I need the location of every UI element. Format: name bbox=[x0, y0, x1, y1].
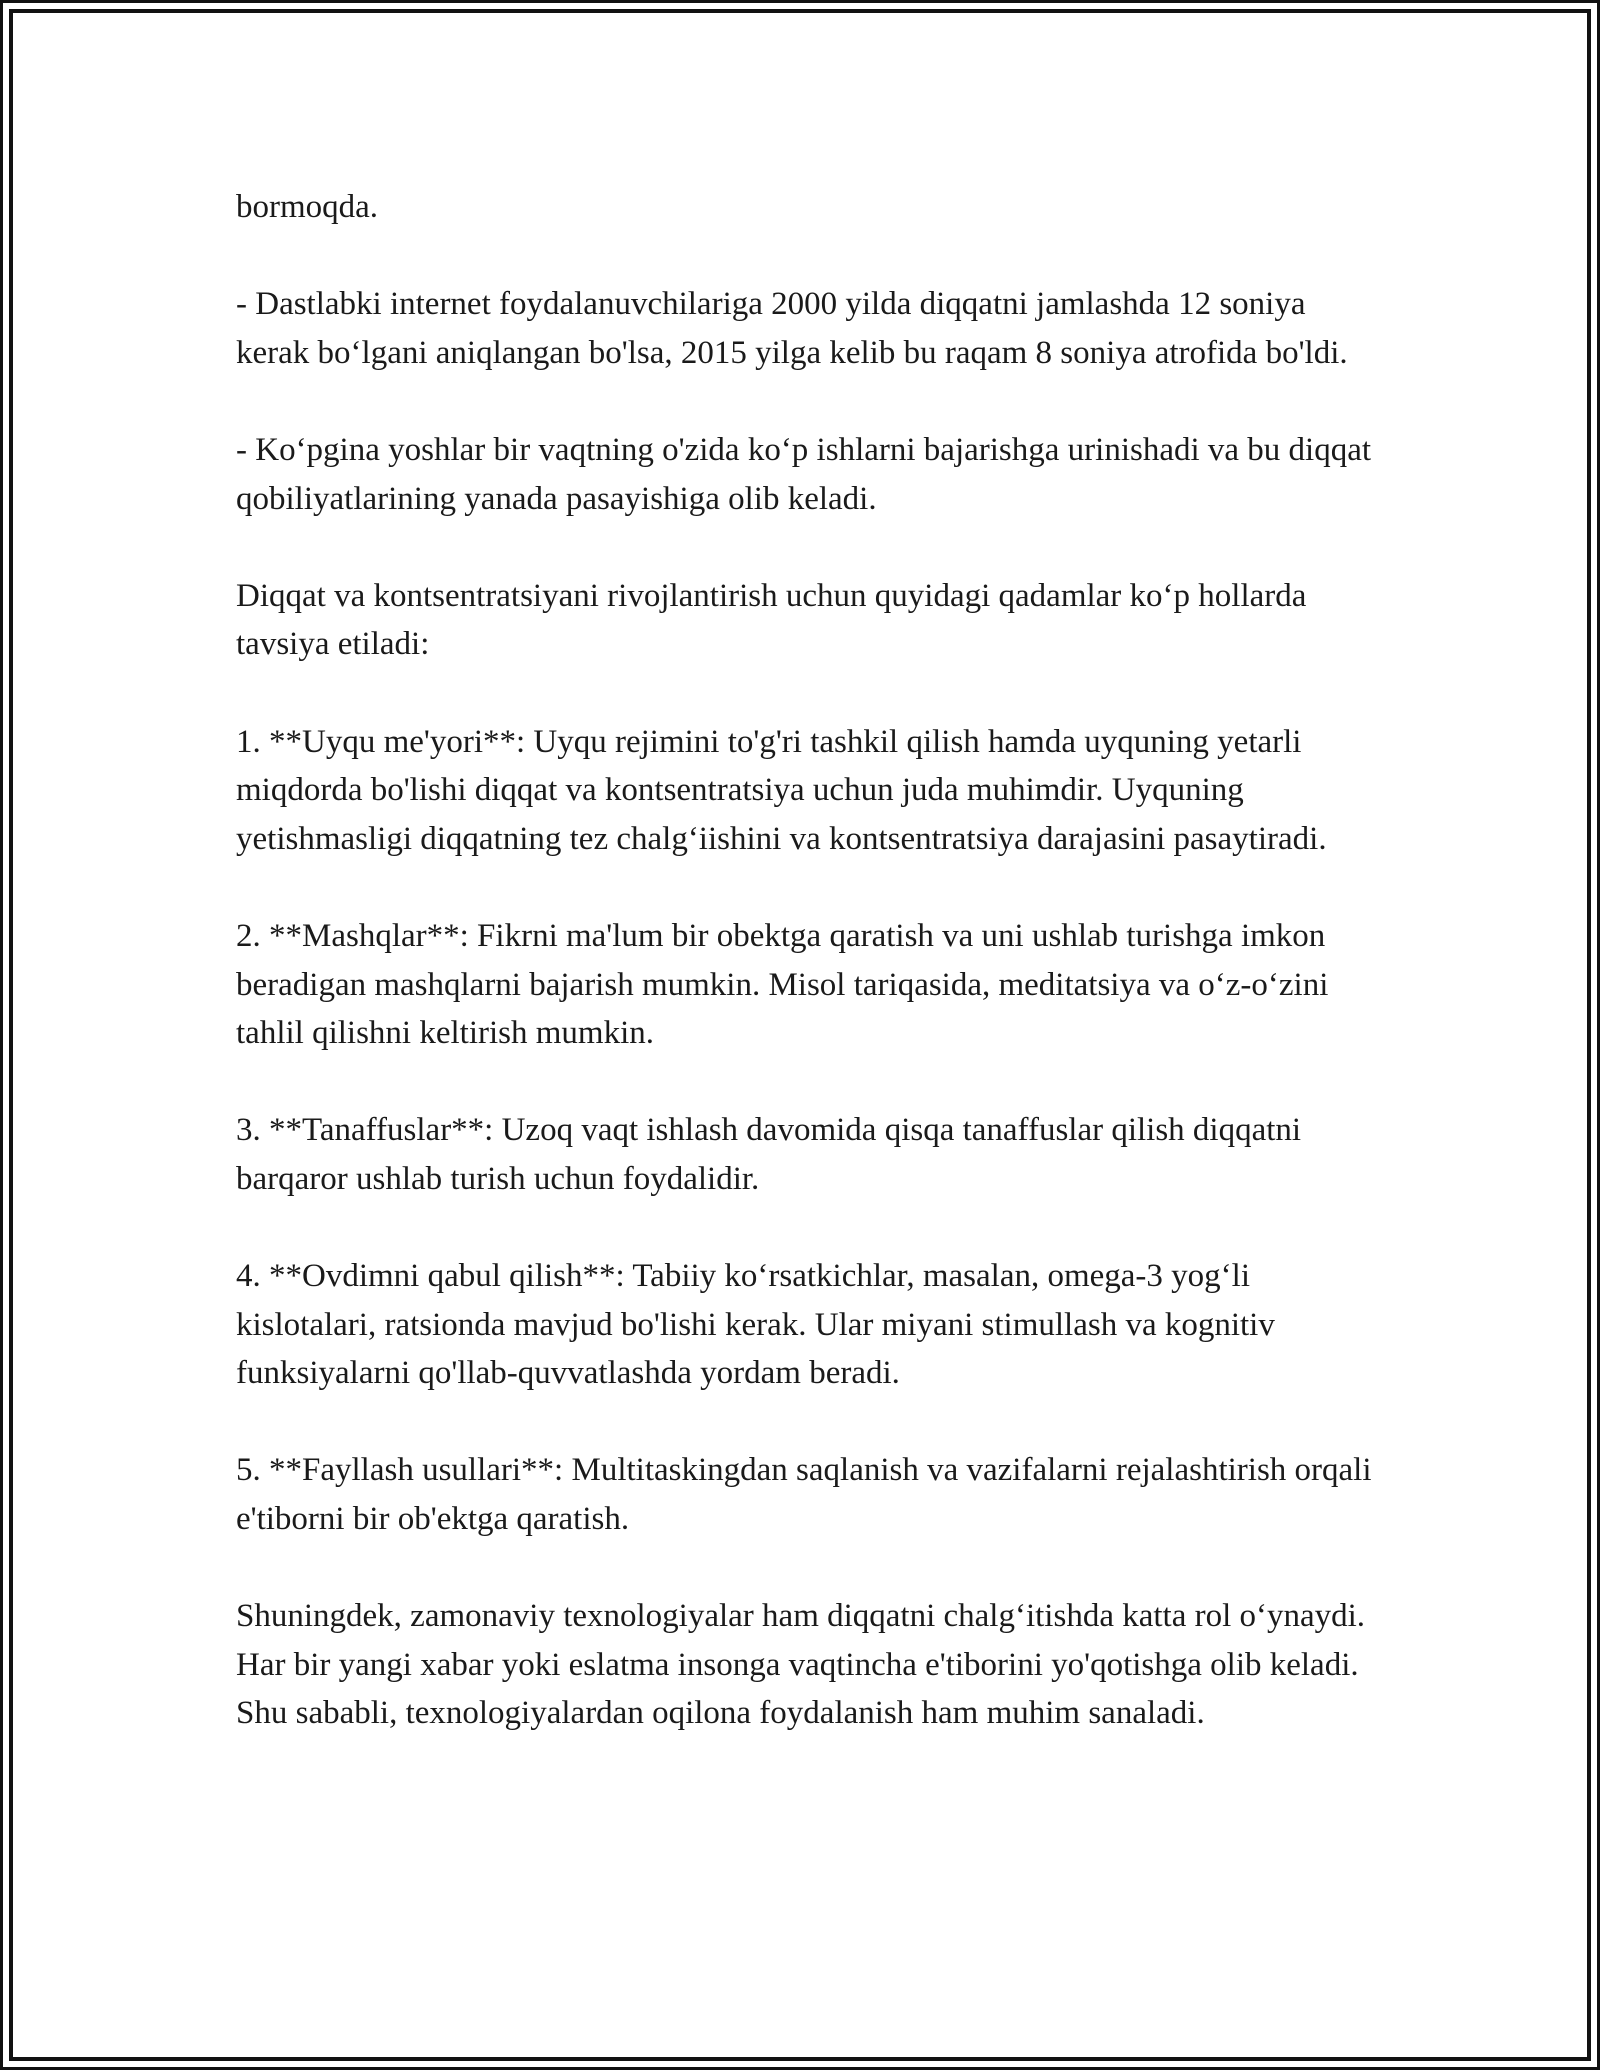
list-item-methods: 5. **Fayllash usullari**: Multitaskingdan saqlanish va vazifalarni rejalashtirish orqali e'tiborni bir ob'ektga qaratish. bbox=[236, 1452, 1372, 1538]
list-item-sleep: 1. **Uyqu me'yori**: Uyqu rejimini to'g'ri tashkil qilish hamda uyquning yetarli miqdorda bo'lishi diqqat va kontsentratsiya uchun juda muhimdir. Uyquning yetishmasligi diqqatning tez chalg‘iishini va kontsentratsiya darajasini pasaytiradi. bbox=[236, 723, 1327, 857]
document-body bbox=[236, 183, 1376, 1738]
list-item-breaks: 3. **Tanaffuslar**: Uzoq vaqt ishlash davomida qisqa tanaffuslar qilish diqqatni barqaror ushlab turish uchun foydalidir. bbox=[236, 1112, 1302, 1197]
list-item-nutrition: 4. **Ovdimni qabul qilish**: Tabiiy ko‘rsatkichlar, masalan, omega-3 yog‘li kislotalari, ratsionda mavjud bo'lishi kerak. Ular miyani stimullash va kognitiv funksiyalarni qo'llab-quvvatlashda yordam beradi. bbox=[236, 1258, 1275, 1392]
list-item-exercises: 2. **Mashqlar**: Fikrni ma'lum bir obektga qaratish va uni ushlab turishga imkon beradigan mashqlarni bajarish mumkin. Misol tariqasida, meditatsiya va o‘z-o‘zini tahlil qilishni keltirish mumkin. bbox=[236, 917, 1329, 1052]
paragraph-technology-conclusion: Shuningdek, zamonaviy texnologiyalar ham diqqatni chalg‘itishda katta rol o‘ynaydi. Har bir yangi xabar yoki eslatma insonga vaqtincha e'tiborini yo'qotishga olib keladi. Shu sababli, texnologiyalardan oqilona foydalanish ham muhim sanaladi. bbox=[236, 1598, 1366, 1732]
paragraph-recommendations-intro: Diqqat va kontsentratsiyani rivojlantirish uchun quyidagi qadamlar ko‘p hollarda tavsiya etiladi: bbox=[236, 577, 1307, 663]
paragraph-continuation: bormoqda. bbox=[236, 189, 379, 225]
paragraph-bullet-internet-users: - Dastlabki internet foydalanuvchilariga 2000 yilda diqqatni jamlashda 12 soniya kerak bo‘lgani aniqlangan bo'lsa, 2015 yilga kelib bu raqam 8 soniya atrofida bo'ldi. bbox=[236, 286, 1348, 371]
paragraph-bullet-multitasking: - Ko‘pgina yoshlar bir vaqtning o'zida ko‘p ishlarni bajarishga urinishadi va bu diqqat qobiliyatlarining yanada pasayishiga olib keladi. bbox=[236, 431, 1372, 517]
